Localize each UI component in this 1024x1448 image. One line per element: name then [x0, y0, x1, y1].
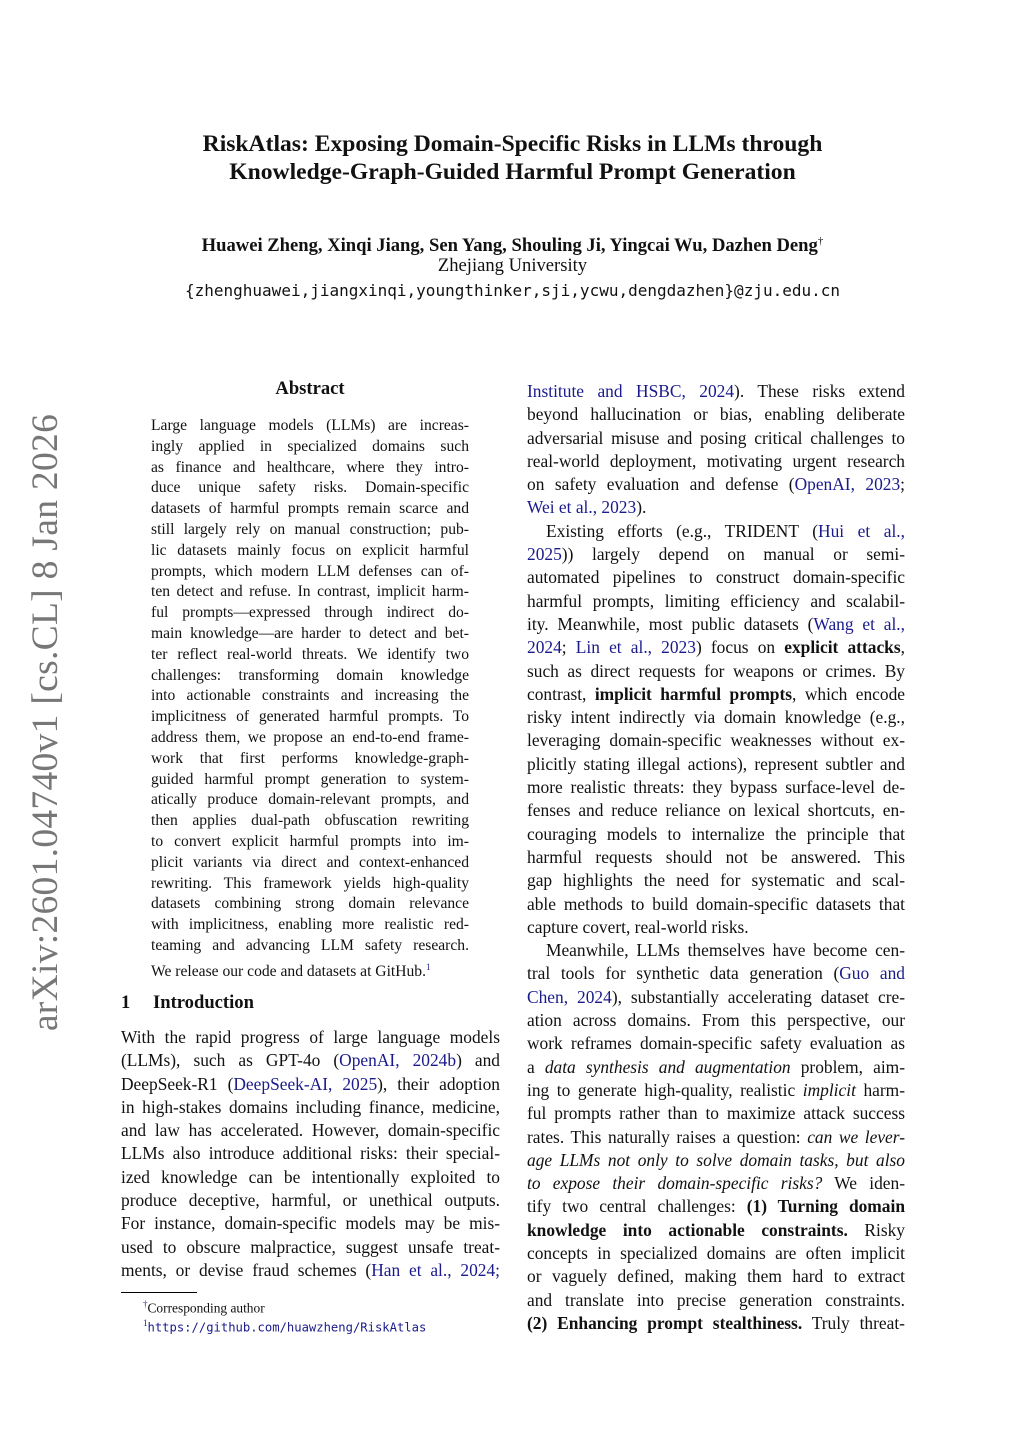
- abstract-line: duce unique safety risks. Domain-specific: [151, 479, 469, 497]
- abstract-line: as finance and healthcare, where they intro-: [151, 458, 469, 476]
- citation-link[interactable]: 2025: [527, 544, 562, 565]
- footnote-ref[interactable]: 1: [426, 961, 431, 972]
- citation-link[interactable]: Chen, 2024: [527, 986, 612, 1007]
- body-line: tify two central challenges: (1) Turning domain: [527, 1196, 905, 1217]
- author-list: Huawei Zheng, Xinqi Jiang, Sen Yang, Shouling Ji, Yingcai Wu, Dazhen Deng†: [201, 235, 824, 257]
- body-line: adversarial misuse and posing critical challenges to: [527, 427, 905, 448]
- body-line: and law has accelerated. However, domain-specific: [121, 1120, 500, 1141]
- body-line: in high-stakes domains including finance, medicine,: [121, 1096, 500, 1117]
- author-emails: {zhenghuawei,jiangxinqi,youngthinker,sji,ycwu,dengdazhen}@zju.edu.cn: [184, 281, 841, 300]
- body-line: harmful prompts, limiting efficiency and scalabil-: [527, 590, 905, 611]
- body-line: risky intent indirectly via domain knowledge (e.g.,: [527, 707, 905, 728]
- abstract-line: lic datasets mainly focus on explicit harmful: [151, 541, 469, 559]
- footnote-github: [143, 1315, 426, 1336]
- body-line: ments, or devise fraud schemes (Han et al., 2024;: [121, 1259, 500, 1280]
- footnote-mark: †: [143, 1299, 148, 1309]
- abstract-body: [151, 416, 469, 978]
- introduction-right-column: [527, 380, 905, 1335]
- citation-link[interactable]: DeepSeek-AI, 2025: [233, 1073, 378, 1094]
- body-line: tral tools for synthetic data generation (Guo and: [527, 963, 905, 984]
- abstract-line: guided harmful prompt generation to system-: [151, 770, 469, 788]
- italic-question: can we lever-: [807, 1126, 905, 1147]
- abstract-line: main knowledge—are harder to detect and bet-: [151, 624, 469, 642]
- abstract-line: challenges: transforming domain knowledge: [151, 666, 469, 684]
- body-line: automated pipelines to construct domain-specific: [527, 567, 905, 588]
- body-line: [527, 1149, 905, 1172]
- citation-link[interactable]: Wang et al.,: [813, 613, 905, 634]
- body-line: plicitly stating illegal actions), represent subtler and: [527, 753, 905, 774]
- body-line: such as direct requests for weapons or crimes. By: [527, 660, 905, 681]
- abstract-line: implicitness of generated harmful prompts. To: [151, 708, 469, 726]
- citation-link[interactable]: OpenAI, 2024b: [339, 1050, 457, 1071]
- paper-title: RiskAtlas: Exposing Domain-Specific Risks in LLMs through Knowledge-Graph-Guided Harmful Prompt Generation: [202, 131, 823, 185]
- italic-term: data synthesis and augmentation: [544, 1056, 791, 1077]
- abstract-line: ful prompts—expressed through indirect do-: [151, 604, 469, 622]
- footnote-corresponding: †Corresponding author: [143, 1299, 265, 1316]
- bold-term: knowledge into actionable constraints.: [527, 1219, 848, 1240]
- body-line: beyond hallucination or bias, enabling deliberate: [527, 404, 905, 425]
- citation-link[interactable]: Lin et al., 2023: [575, 637, 696, 658]
- body-line: a data synthesis and augmentation problem, aim-: [527, 1056, 905, 1077]
- body-line: and translate into precise generation constraints.: [527, 1289, 905, 1310]
- abstract-line: atically produce domain-relevant prompts, and: [151, 791, 469, 809]
- body-line: fenses and reduce reliance on lexical shortcuts, en-: [527, 800, 905, 821]
- footnote-mark: 1: [143, 1318, 148, 1328]
- abstract-line: plicit variants via direct and context-enhanced: [151, 853, 469, 871]
- abstract-line: ten detect and refuse. In contrast, implicit harm-: [151, 583, 469, 601]
- citation-link[interactable]: 2024: [527, 637, 562, 658]
- bold-term: implicit harmful prompts: [594, 683, 793, 704]
- body-line: leveraging domain-specific weaknesses without ex-: [527, 730, 905, 751]
- footnote-divider: [121, 1292, 197, 1293]
- section-heading-introduction: [121, 991, 254, 1015]
- abstract-line: datasets combining strong domain relevance: [151, 895, 469, 913]
- italic-term: implicit: [802, 1079, 856, 1100]
- body-line: produce deceptive, harmful, or unethical outputs.: [121, 1190, 500, 1211]
- abstract-line: with implicitness, enabling more realistic red-: [151, 916, 469, 934]
- abstract-line: then applies dual-path obfuscation rewriting: [151, 812, 469, 830]
- github-link[interactable]: https://github.com/huawzheng/RiskAtlas: [147, 1320, 427, 1335]
- body-line: ity. Meanwhile, most public datasets (Wang et al.,: [527, 613, 905, 634]
- body-line: able methods to build domain-specific datasets that: [527, 893, 905, 914]
- corresponding-author-mark: †: [817, 235, 824, 247]
- body-line: LLMs also introduce additional risks: their special-: [121, 1143, 500, 1164]
- section-title: Introduction: [153, 992, 254, 1013]
- body-line: ing to generate high-quality, realistic implicit harm-: [527, 1079, 905, 1100]
- abstract-line: still largely rely on manual construction; pub-: [151, 520, 469, 538]
- body-line: Existing efforts (e.g., TRIDENT (Hui et al.,: [546, 520, 905, 541]
- body-line: gap highlights the need for systematic and scal-: [527, 870, 905, 891]
- citation-link[interactable]: Han et al., 2024;: [371, 1259, 500, 1280]
- citation-link[interactable]: Wei et al., 2023: [527, 497, 637, 518]
- affiliation: Zhejiang University: [437, 255, 588, 276]
- body-line: to expose their domain-specific risks? We iden-: [527, 1173, 905, 1194]
- body-line: Chen, 2024), substantially accelerating dataset cre-: [527, 986, 905, 1007]
- citation-link[interactable]: Institute and HSBC, 2024: [527, 381, 735, 401]
- introduction-left-column: [121, 1026, 500, 1282]
- citation-link[interactable]: Hui et al.,: [818, 520, 905, 541]
- italic-question: to expose their domain-specific risks?: [527, 1173, 823, 1194]
- body-line: or vaguely defined, making them hard to extract: [527, 1266, 905, 1287]
- body-line: Institute and HSBC, 2024). These risks extend: [527, 381, 905, 401]
- abstract-line: teaming and advancing LLM safety research.: [151, 936, 469, 954]
- abstract-line: datasets of harmful prompts remain scarce and: [151, 500, 469, 518]
- body-line: on safety evaluation and defense (OpenAI, 2023;: [527, 474, 905, 495]
- abstract-line: We release our code and datasets at GitHub.$^1$: [151, 961, 431, 980]
- body-line: Wei et al., 2023).: [527, 497, 647, 518]
- body-line: used to obscure malpractice, suggest unsafe treat-: [121, 1236, 500, 1257]
- body-line: With the rapid progress of large language models: [121, 1027, 500, 1047]
- body-line: (2) Enhancing prompt stealthiness. Truly threat-: [527, 1312, 905, 1333]
- body-line: DeepSeek-R1 (DeepSeek-AI, 2025), their adoption: [121, 1073, 500, 1094]
- body-line: real-world deployment, motivating urgent research: [527, 450, 905, 471]
- bold-term: explicit attacks: [784, 637, 901, 658]
- body-line: Meanwhile, LLMs themselves have become cen-: [546, 940, 905, 961]
- abstract-line: address them, we propose an end-to-end frame-: [151, 728, 469, 746]
- citation-link[interactable]: Guo and: [839, 963, 905, 984]
- italic-question: age LLMs not only to solve domain tasks, but also: [527, 1149, 905, 1170]
- body-line: 2024; Lin et al., 2023) focus on explicit attacks,: [527, 637, 905, 658]
- body-line: harmful requests should not be answered. This: [527, 846, 905, 867]
- arxiv-identifier: arXiv:2601.04740v1 [cs.CL] 8 Jan 2026: [25, 413, 67, 1031]
- abstract-line: ingly applied in specialized domains such: [151, 437, 469, 455]
- bold-term: (1) Turning domain: [746, 1196, 905, 1217]
- body-line: couraging models to internalize the principle that: [527, 823, 905, 844]
- abstract-line: prompts, which modern LLM defenses can of-: [151, 562, 469, 580]
- body-line: contrast, implicit harmful prompts, which encode: [527, 683, 905, 704]
- body-line: more realistic threats: they bypass surface-level de-: [527, 777, 905, 798]
- body-line: For instance, domain-specific models may be mis-: [121, 1213, 500, 1234]
- abstract-line: ter reflect real-world threats. We identify two: [151, 645, 469, 663]
- body-line: concepts in specialized domains are often implicit: [527, 1242, 905, 1263]
- body-line: 2025)) largely depend on manual or semi-: [527, 544, 905, 565]
- body-line: rates. This naturally raises a question: can we lever-: [527, 1126, 905, 1147]
- abstract-line: work that first performs knowledge-graph-: [151, 749, 469, 767]
- abstract-line: to convert explicit harmful prompts into im-: [151, 832, 469, 850]
- body-line: ized knowledge can be intentionally exploited to: [121, 1166, 500, 1187]
- body-line: (LLMs), such as GPT-4o (OpenAI, 2024b) and: [121, 1050, 501, 1071]
- abstract-line: into actionable constraints and increasing the: [151, 687, 469, 705]
- bold-term: (2) Enhancing prompt stealthiness.: [527, 1312, 803, 1333]
- section-number: 1: [121, 992, 131, 1013]
- body-line: knowledge into actionable constraints. Risky: [527, 1219, 905, 1240]
- body-line: work reframes domain-specific safety evaluation as: [527, 1033, 905, 1054]
- abstract-heading: Abstract: [275, 378, 345, 399]
- abstract-line: Large language models (LLMs) are increas-: [151, 417, 469, 434]
- body-line: ful prompts rather than to maximize attack success: [527, 1103, 905, 1124]
- citation-link[interactable]: OpenAI, 2023: [794, 474, 901, 495]
- body-line: ation across domains. From this perspective, our: [527, 1010, 905, 1031]
- body-line: capture covert, real-world risks.: [527, 916, 749, 937]
- abstract-line: rewriting. This framework yields high-quality: [151, 874, 469, 892]
